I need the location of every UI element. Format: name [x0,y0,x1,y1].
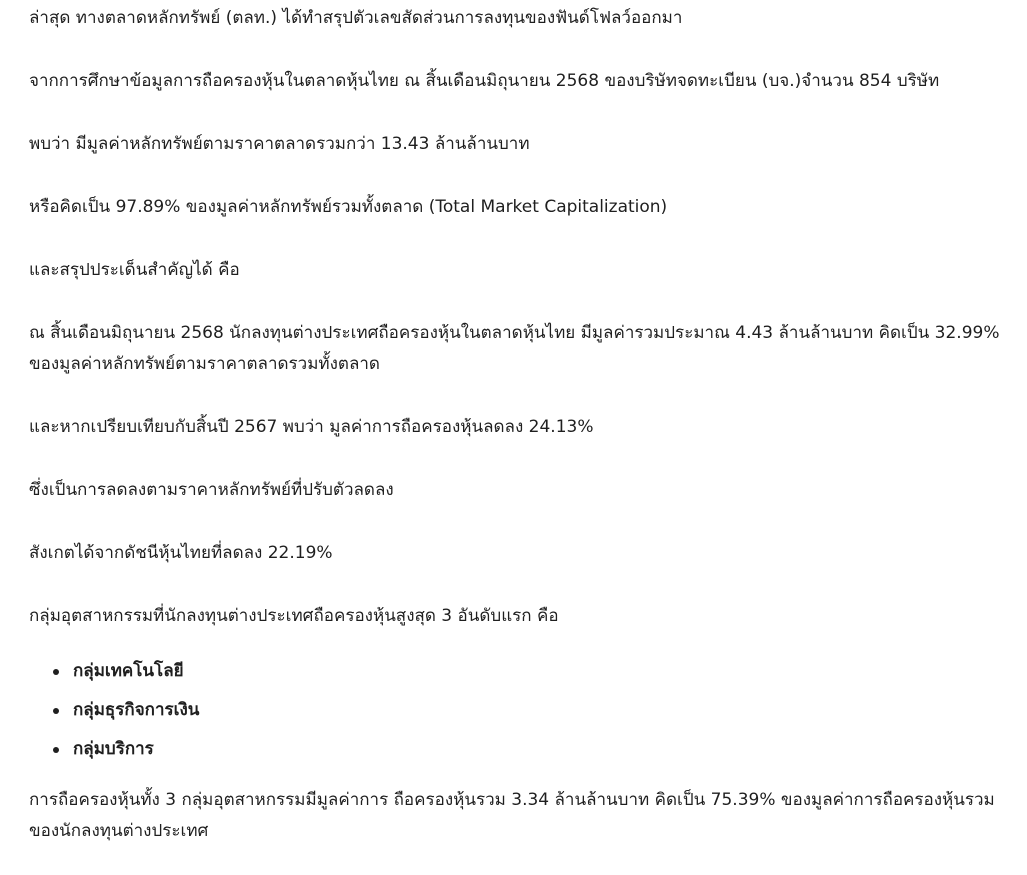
intro-paragraph: ล่าสุด ทางตลาดหลักทรัพย์ (ตลท.) ได้ทำสรุปตัวเลขสัดส่วนการลงทุนของฟันด์โฟลว์ออกมา [29,8,683,28]
industry-label: กลุ่มธุรกิจการเงิน [73,700,200,720]
decline-reason-paragraph: ซึ่งเป็นการลดลงตามราคาหลักทรัพย์ที่ปรับตัวลดลง [29,480,394,500]
industry-label: กลุ่มบริการ [73,739,154,759]
top-industries-paragraph: กลุ่มอุตสาหกรรมที่นักลงทุนต่างประเทศถือครองหุ้นสูงสุด 3 อันดับแรก คือ [29,606,559,626]
list-item [73,656,1004,687]
bullet-icon [53,708,59,714]
list-item [73,734,1004,765]
foreign-holding-paragraph: ณ สิ้นเดือนมิถุนายน 2568 นักลงทุนต่างประเทศถือครองหุ้นในตลาดหุ้นไทย มีมูลค่ารวมประมาณ 4.43 ล้านล้านบาท คิดเป็น 32.99% ของมูลค่าหลักทรัพย์ตามราคาตลาดรวมทั้งตลาด [29,323,1000,374]
industry-list [29,656,1004,765]
study-paragraph: จากการศึกษาข้อมูลการถือครองหุ้นในตลาดหุ้นไทย ณ สิ้นเดือนมิถุนายน 2568 ของบริษัทจดทะเบียน (บจ.)จำนวน 854 บริษัท [29,71,940,91]
market-share-paragraph: หรือคิดเป็น 97.89% ของมูลค่าหลักทรัพย์รวมทั้งตลาด (Total Market Capitalization) [29,197,668,217]
industry-label: กลุ่มเทคโนโลยี [73,661,184,681]
market-value-paragraph: พบว่า มีมูลค่าหลักทรัพย์ตามราคาตลาดรวมกว่า 13.43 ล้านล้านบาท [29,134,530,154]
summary-intro-paragraph: และสรุปประเด็นสำคัญได้ คือ [29,260,240,280]
list-item [73,695,1004,726]
comparison-paragraph: และหากเปรียบเทียบกับสิ้นปี 2567 พบว่า มูลค่าการถือครองหุ้นลดลง 24.13% [29,417,594,437]
index-decline-paragraph: สังเกตได้จากดัชนีหุ้นไทยที่ลดลง 22.19% [29,543,333,563]
bullet-icon [53,747,59,753]
closing-paragraph: การถือครองหุ้นทั้ง 3 กลุ่มอุตสาหกรรมมีมูลค่าการ ถือครองหุ้นรวม 3.34 ล้านล้านบาท คิดเป็น 75.39% ของมูลค่าการถือครองหุ้นรวมของนักลงทุนต่างประเทศ [29,790,995,841]
bullet-icon [53,669,59,675]
